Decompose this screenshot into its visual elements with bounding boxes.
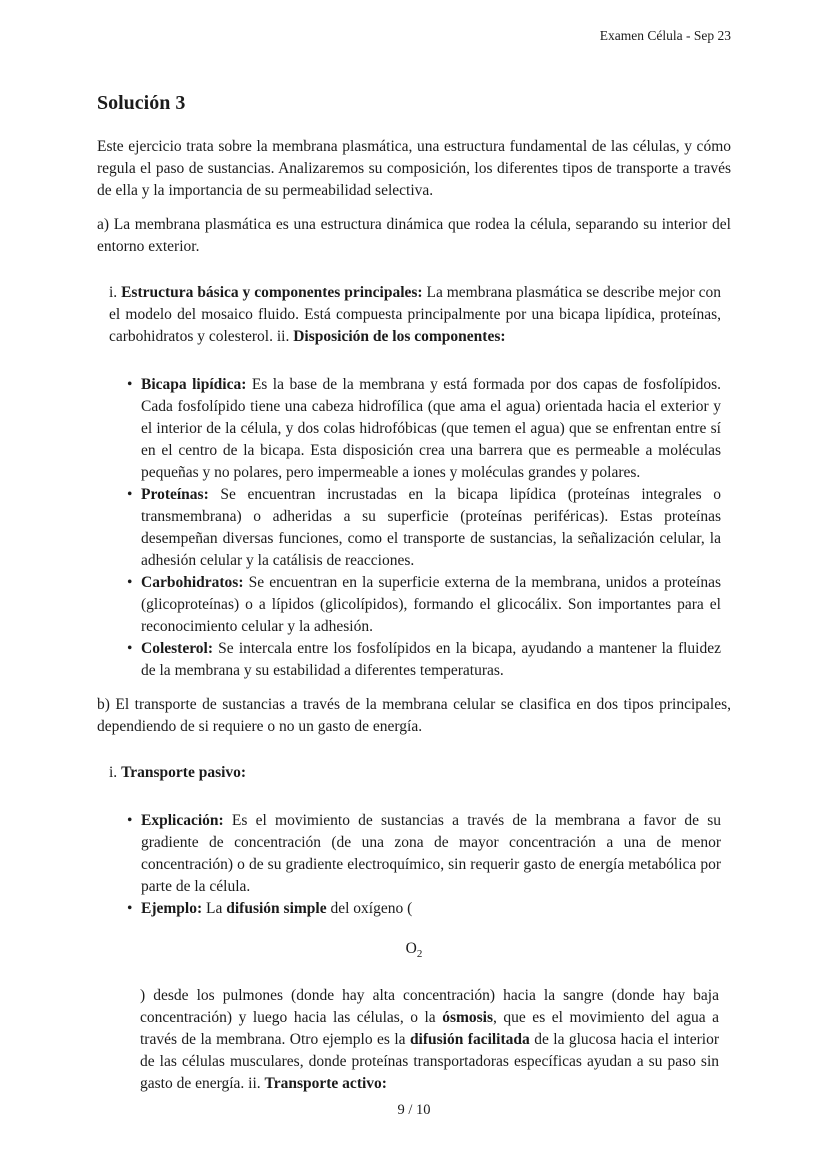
- page-title: Solución 3: [97, 92, 186, 114]
- list-item-colesterol: • Colesterol: Se intercala entre los fosfolípidos en la bicapa, ayudando a mantener la fluidez de la membrana y su estabilidad a diferentes temperaturas.: [127, 638, 721, 682]
- paragraph-b: b) El transporte de sustancias a través de la membrana celular se clasifica en dos tipos principales, dependiendo de si requiere o no un gasto de energía.: [97, 696, 731, 735]
- continuation-paragraph: ) desde los pulmones (donde hay alta concentración) hacia la sangre (donde hay baja concentración) y luego hacia las células, o la ósmosis, que es el movimiento del agua a través de la membrana. Otro ejemplo es la difusión facilitada de la glucosa hacia el interior de las células musculares, donde proteínas transportadoras específicas ayudan a su paso sin gasto de energía. ii. Transporte activo:: [140, 987, 719, 1093]
- running-header: Examen Célula - Sep 23: [599, 28, 731, 43]
- formula-subscript: 2: [416, 948, 423, 961]
- list-item-proteinas: • Proteínas: Se encuentran incrustadas en la bicapa lipídica (proteínas integrales o transmembrana) o adheridas a su superficie (proteínas periféricas). Estas proteínas desempeñan diversas funciones, como el transporte de sustancias, la señalización celular, la adhesión celular y la catálisis de reacciones.: [127, 484, 721, 572]
- paragraph-a: a) La membrana plasmática es una estructura dinámica que rodea la célula, separando su interior del entorno exterior.: [97, 216, 731, 255]
- list-item-explicacion: • Explicación: Es el movimiento de sustancias a través de la membrana a favor de su gradiente de concentración (de una zona de mayor concentración a una de menor concentración) o de su gradiente electroquímico, sin requerir gasto de energía metabólica por parte de la célula.: [127, 810, 721, 898]
- list-item-carbohidratos: • Carbohidratos: Se encuentran en la superficie externa de la membrana, unidos a proteínas (glicoproteínas) o a lípidos (glicolípidos), formando el glicocálix. Son importantes para el reconocimiento celular y la adhesión.: [127, 572, 721, 638]
- formula-base: O: [405, 940, 417, 957]
- components-list: [109, 374, 721, 682]
- page-number: 9 / 10: [397, 1102, 431, 1118]
- section-passive-transport-heading: i. Transporte pasivo:: [109, 764, 247, 781]
- list-item-ejemplo: • Ejemplo: La difusión simple del oxígeno (: [127, 898, 721, 920]
- intro-paragraph: Este ejercicio trata sobre la membrana plasmática, una estructura fundamental de las células, y cómo regula el paso de sustancias. Analizaremos su composición, los diferentes tipos de transporte a través de ella y la importancia de su permeabilidad selectiva.: [97, 138, 731, 199]
- passive-transport-list: [109, 810, 721, 920]
- section-structure: i. Estructura básica y componentes principales: La membrana plasmática se describe mejor con el modelo del mosaico fluido. Está compuesta principalmente por una bicapa lipídica, proteínas, carbohidratos y colesterol. ii. Disposición de los componentes:: [109, 284, 721, 345]
- formula-o2: [97, 938, 731, 965]
- list-item-bicapa-lipidica: • Bicapa lipídica: Es la base de la membrana y está formada por dos capas de fosfolípidos. Cada fosfolípido tiene una cabeza hidrofílica (que ama el agua) orientada hacia el exterior y el interior de la célula, y dos colas hidrofóbicas (que temen el agua) que se enfrentan entre sí en el centro de la bicapa. Esta disposición crea una barrera que es permeable a moléculas pequeñas y no polares, pero impermeable a iones y moléculas grandes y polares.: [127, 374, 721, 484]
